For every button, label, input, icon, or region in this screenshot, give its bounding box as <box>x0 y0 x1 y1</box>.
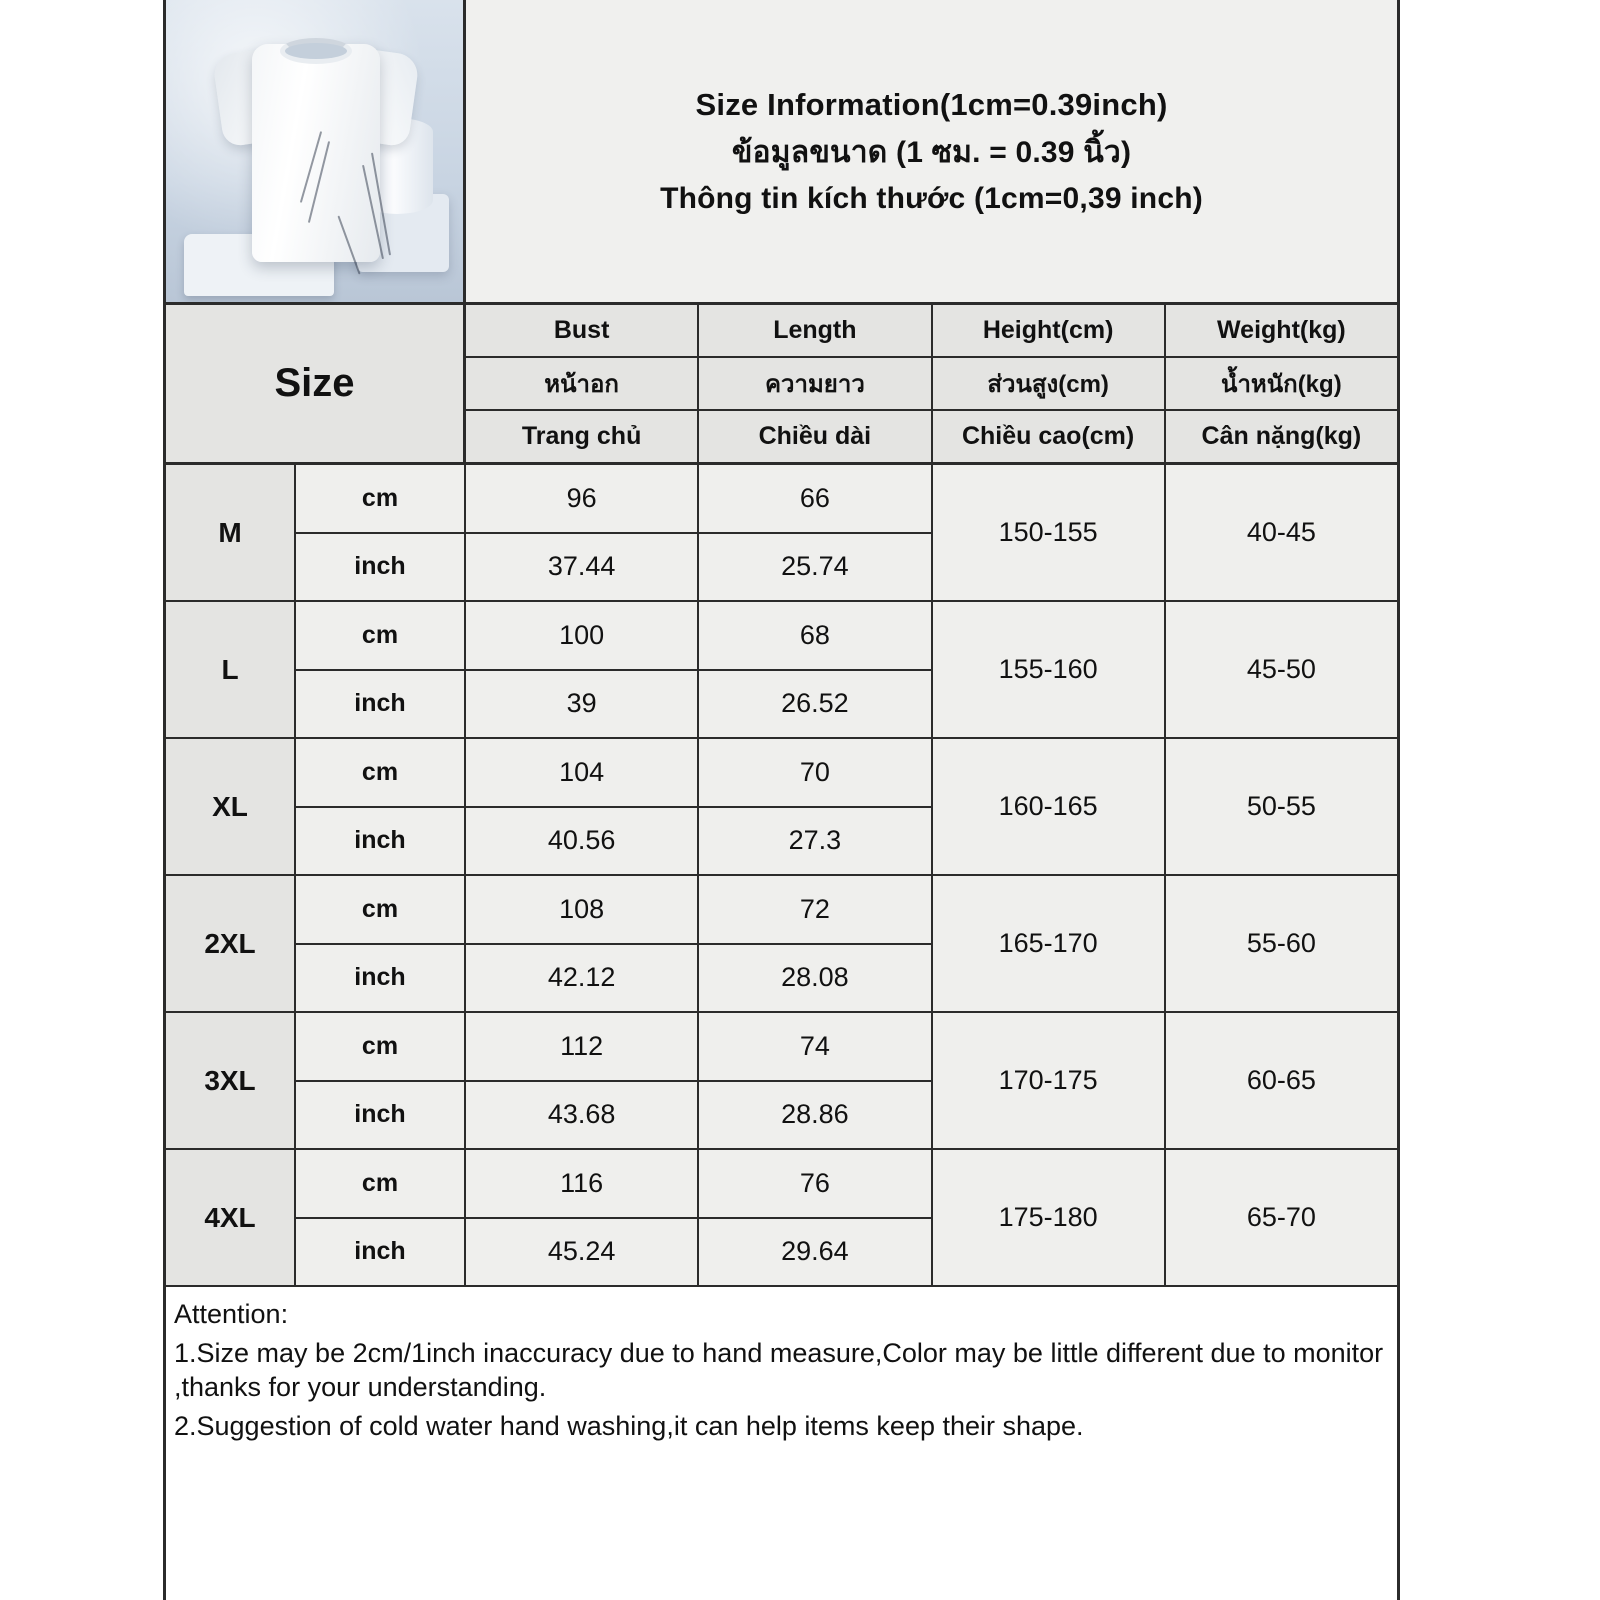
row-bust <box>466 1013 699 1148</box>
header-length-th: ความยาว <box>699 358 932 409</box>
tshirt-crease <box>371 153 391 256</box>
row-length <box>699 465 932 600</box>
attention-note-2: 2.Suggestion of cold water hand washing,it can help items keep their shape. <box>174 1410 1084 1441</box>
attention-note-1: 1.Size may be 2cm/1inch inaccuracy due to hand measure,Color may be little different due to monitor ,thanks for your understanding. <box>174 1337 1384 1403</box>
row-bust <box>466 876 699 1011</box>
unit-cm: cm <box>296 602 464 671</box>
row-size: L <box>166 602 296 737</box>
header-weight-vi: Cân nặng(kg) <box>1166 411 1397 462</box>
bust-inch: 45.24 <box>466 1219 697 1286</box>
attention-heading: Attention: <box>174 1299 289 1329</box>
length-cm: 72 <box>699 876 930 945</box>
row-units <box>296 739 466 874</box>
row-size: 2XL <box>166 876 296 1011</box>
attention-block <box>166 1287 1397 1443</box>
row-weight: 50-55 <box>1166 739 1397 874</box>
tshirt-crease <box>308 141 330 223</box>
length-cm: 70 <box>699 739 930 808</box>
bust-inch: 37.44 <box>466 534 697 601</box>
row-bust <box>466 602 699 737</box>
green-corner-marker <box>463 0 466 24</box>
header-bust-en: Bust <box>466 305 699 356</box>
length-inch: 28.08 <box>699 945 930 1012</box>
length-inch: 26.52 <box>699 671 930 738</box>
bust-cm: 96 <box>466 465 697 534</box>
row-height: 165-170 <box>933 876 1166 1011</box>
unit-inch: inch <box>296 1219 464 1286</box>
row-bust <box>466 1150 699 1285</box>
unit-cm: cm <box>296 1150 464 1219</box>
length-inch: 28.86 <box>699 1082 930 1149</box>
row-length <box>699 1013 932 1148</box>
row-bust <box>466 465 699 600</box>
row-units <box>296 1150 466 1285</box>
product-photo <box>166 0 466 302</box>
bust-inch: 40.56 <box>466 808 697 875</box>
row-height: 160-165 <box>933 739 1166 874</box>
unit-inch: inch <box>296 945 464 1012</box>
length-cm: 66 <box>699 465 930 534</box>
header-height-vi: Chiều cao(cm) <box>933 411 1166 462</box>
row-units <box>296 876 466 1011</box>
row-units <box>296 465 466 600</box>
row-weight: 60-65 <box>1166 1013 1397 1148</box>
tshirt-illustration <box>218 18 414 268</box>
tshirt-collar <box>280 38 352 64</box>
length-cm: 68 <box>699 602 930 671</box>
length-inch: 29.64 <box>699 1219 930 1286</box>
header-height-en: Height(cm) <box>933 305 1166 356</box>
bust-inch: 39 <box>466 671 697 738</box>
unit-cm: cm <box>296 1013 464 1082</box>
unit-inch: inch <box>296 808 464 875</box>
length-cm: 76 <box>699 1150 930 1219</box>
unit-cm: cm <box>296 876 464 945</box>
bust-cm: 100 <box>466 602 697 671</box>
bust-cm: 116 <box>466 1150 697 1219</box>
header-weight-en: Weight(kg) <box>1166 305 1397 356</box>
table-row <box>166 1150 1397 1287</box>
header-weight-th: น้ำหนัก(kg) <box>1166 358 1397 409</box>
column-header-row-vi <box>466 411 1397 462</box>
header-length-vi: Chiều dài <box>699 411 932 462</box>
column-header-row-en <box>466 305 1397 358</box>
bust-inch: 43.68 <box>466 1082 697 1149</box>
row-size: 3XL <box>166 1013 296 1148</box>
column-header-block <box>166 305 1397 465</box>
table-row <box>166 602 1397 739</box>
title-english: Size Information(1cm=0.39inch) <box>695 86 1168 122</box>
chart-header <box>166 0 1397 305</box>
unit-inch: inch <box>296 671 464 738</box>
row-size: M <box>166 465 296 600</box>
unit-inch: inch <box>296 534 464 601</box>
row-length <box>699 876 932 1011</box>
tshirt-body <box>252 44 380 262</box>
header-height-th: ส่วนสูง(cm) <box>933 358 1166 409</box>
tshirt-crease <box>337 216 360 275</box>
row-units <box>296 602 466 737</box>
row-length <box>699 739 932 874</box>
unit-cm: cm <box>296 739 464 808</box>
row-length <box>699 1150 932 1285</box>
row-height: 170-175 <box>933 1013 1166 1148</box>
row-weight: 55-60 <box>1166 876 1397 1011</box>
row-weight: 65-70 <box>1166 1150 1397 1285</box>
row-length <box>699 602 932 737</box>
bust-cm: 108 <box>466 876 697 945</box>
header-bust-th: หน้าอก <box>466 358 699 409</box>
length-inch: 27.3 <box>699 808 930 875</box>
title-vietnamese: Thông tin kích thước (1cm=0,39 inch) <box>660 181 1203 215</box>
column-header-row-th <box>466 358 1397 411</box>
bust-cm: 112 <box>466 1013 697 1082</box>
table-row <box>166 465 1397 602</box>
length-inch: 25.74 <box>699 534 930 601</box>
table-row <box>166 739 1397 876</box>
row-height: 150-155 <box>933 465 1166 600</box>
bust-cm: 104 <box>466 739 697 808</box>
row-size: XL <box>166 739 296 874</box>
title-thai: ข้อมูลขนาด (1 ซม. = 0.39 นิ้ว) <box>731 135 1132 169</box>
header-length-en: Length <box>699 305 932 356</box>
row-height: 155-160 <box>933 602 1166 737</box>
row-weight: 45-50 <box>1166 602 1397 737</box>
unit-inch: inch <box>296 1082 464 1149</box>
tshirt-crease <box>300 131 322 203</box>
row-weight: 40-45 <box>1166 465 1397 600</box>
row-units <box>296 1013 466 1148</box>
row-size: 4XL <box>166 1150 296 1285</box>
length-cm: 74 <box>699 1013 930 1082</box>
row-height: 175-180 <box>933 1150 1166 1285</box>
table-row <box>166 1013 1397 1150</box>
row-bust <box>466 739 699 874</box>
header-bust-vi: Trang chủ <box>466 411 699 462</box>
size-chart-sheet <box>163 0 1400 1600</box>
unit-cm: cm <box>296 465 464 534</box>
table-row <box>166 876 1397 1013</box>
size-column-header: Size <box>166 305 466 462</box>
title-block <box>466 0 1397 302</box>
bust-inch: 42.12 <box>466 945 697 1012</box>
column-header-languages <box>466 305 1397 462</box>
